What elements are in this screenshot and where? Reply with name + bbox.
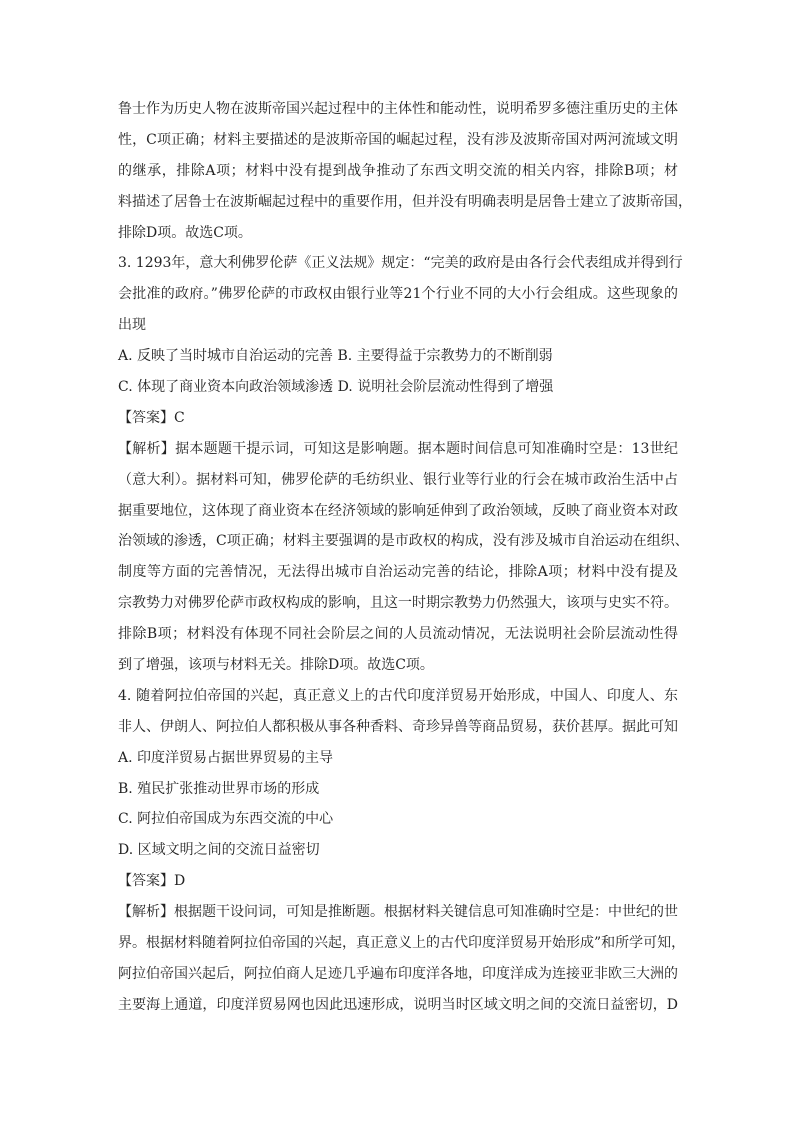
text-line: 到了增强，该项与材料无关。排除D项。故选C项。 <box>118 657 434 674</box>
question-3-stem <box>118 248 683 341</box>
option-line: A. 印度洋贸易占据世界贸易的主导 <box>118 749 334 766</box>
option-line: D. 区域文明之间的交流日益密切 <box>118 842 320 859</box>
option-line: A. 反映了当时城市自治运动的完善 B. 主要得益于宗教势力的不断削弱 <box>118 348 553 365</box>
text-line: 界。根据材料随着阿拉伯帝国的兴起，真正意义上的古代印度洋贸易开始形成”和所学可知， <box>118 935 686 952</box>
question-3-options <box>118 341 678 403</box>
answer-line: 【答案】C <box>118 409 185 426</box>
text-line: 治领域的渗透，C项正确；材料主要强调的是市政权的构成，没有涉及城市自治运动在组织、 <box>118 533 689 550</box>
question-4-analysis <box>118 897 686 1021</box>
text-line: 宗教势力对佛罗伦萨市政权构成的影响，且这一时期宗教势力仍然强大，该项与史实不符。 <box>118 595 678 612</box>
text-line: 排除D项。故选C项。 <box>118 224 252 241</box>
text-line: 性，C项正确；材料主要描述的是波斯帝国的崛起过程，没有涉及波斯帝国对两河流域文明 <box>118 131 678 148</box>
question-3-answer <box>118 403 678 434</box>
question-4-answer <box>118 866 678 897</box>
text-line: 出现 <box>118 317 146 334</box>
text-line: 的继承，排除A项；材料中没有提到战争推动了东西文明交流的相关内容，排除B项；材 <box>118 162 678 179</box>
question-4-options <box>118 743 678 867</box>
text-line: 【解析】根据题干设问词，可知是推断题。根据材料关键信息可知准确时空是：中世纪的世 <box>118 904 678 921</box>
text-line: 【解析】据本题题干提示词，可知这是影响题。据本题时间信息可知准确时空是：13世纪 <box>118 440 678 457</box>
answer-line: 【答案】D <box>118 873 186 890</box>
text-line: 鲁士作为历史人物在波斯帝国兴起过程中的主体性和能动性，说明希罗多德注重历史的主体 <box>118 101 678 117</box>
text-line: 据重要地位，这体现了商业资本在经济领域的影响延伸到了政治领域，反映了商业资本对政 <box>118 502 678 519</box>
question-3-analysis <box>118 434 689 681</box>
text-line: 阿拉伯帝国兴起后，阿拉伯商人足迹几乎遍布印度洋各地，印度洋成为连接亚非欧三大洲的 <box>118 965 678 982</box>
text-line: 排除B项；材料没有体现不同社会阶层之间的人员流动情况，无法说明社会阶层流动性得 <box>118 626 678 643</box>
text-line: 非人、伊朗人、阿拉伯人都积极从事各种香料、奇珍异兽等商品贸易，获价甚厚。据此可知 <box>118 718 678 735</box>
text-line: 制度等方面的完善情况，无法得出城市自治运动完善的结论，排除A项；材料中没有提及 <box>118 564 678 581</box>
text-line: 4. 随着阿拉伯帝国的兴起，真正意义上的古代印度洋贸易开始形成，中国人、印度人、东 <box>118 687 678 704</box>
question-4-stem <box>118 681 678 743</box>
text-line: 3. 1293年，意大利佛罗伦萨《正义法规》规定：“完美的政府是由各行会代表组成并得到行 <box>118 255 683 272</box>
previous-analysis-continuation <box>118 94 692 248</box>
option-line: C. 阿拉伯帝国成为东西交流的中心 <box>118 811 334 828</box>
document-page <box>118 94 692 1021</box>
text-line: 会批准的政府。”佛罗伦萨的市政权由银行业等21个行业不同的大小行会组成。这些现象的 <box>118 286 678 303</box>
text-line: （意大利）。据材料可知，佛罗伦萨的毛纺织业、银行业等行业的行会在城市政治生活中占 <box>118 471 678 488</box>
text-line: 料描述了居鲁士在波斯崛起过程中的重要作用，但并没有明确表明是居鲁士建立了波斯帝国， <box>118 193 692 210</box>
option-line: C. 体现了商业资本向政治领域渗透 D. 说明社会阶层流动性得到了增强 <box>118 379 554 396</box>
text-line: 主要海上通道，印度洋贸易网也因此迅速形成，说明当时区域文明之间的交流日益密切，D <box>118 996 678 1013</box>
option-line: B. 殖民扩张推动世界市场的形成 <box>118 780 320 797</box>
